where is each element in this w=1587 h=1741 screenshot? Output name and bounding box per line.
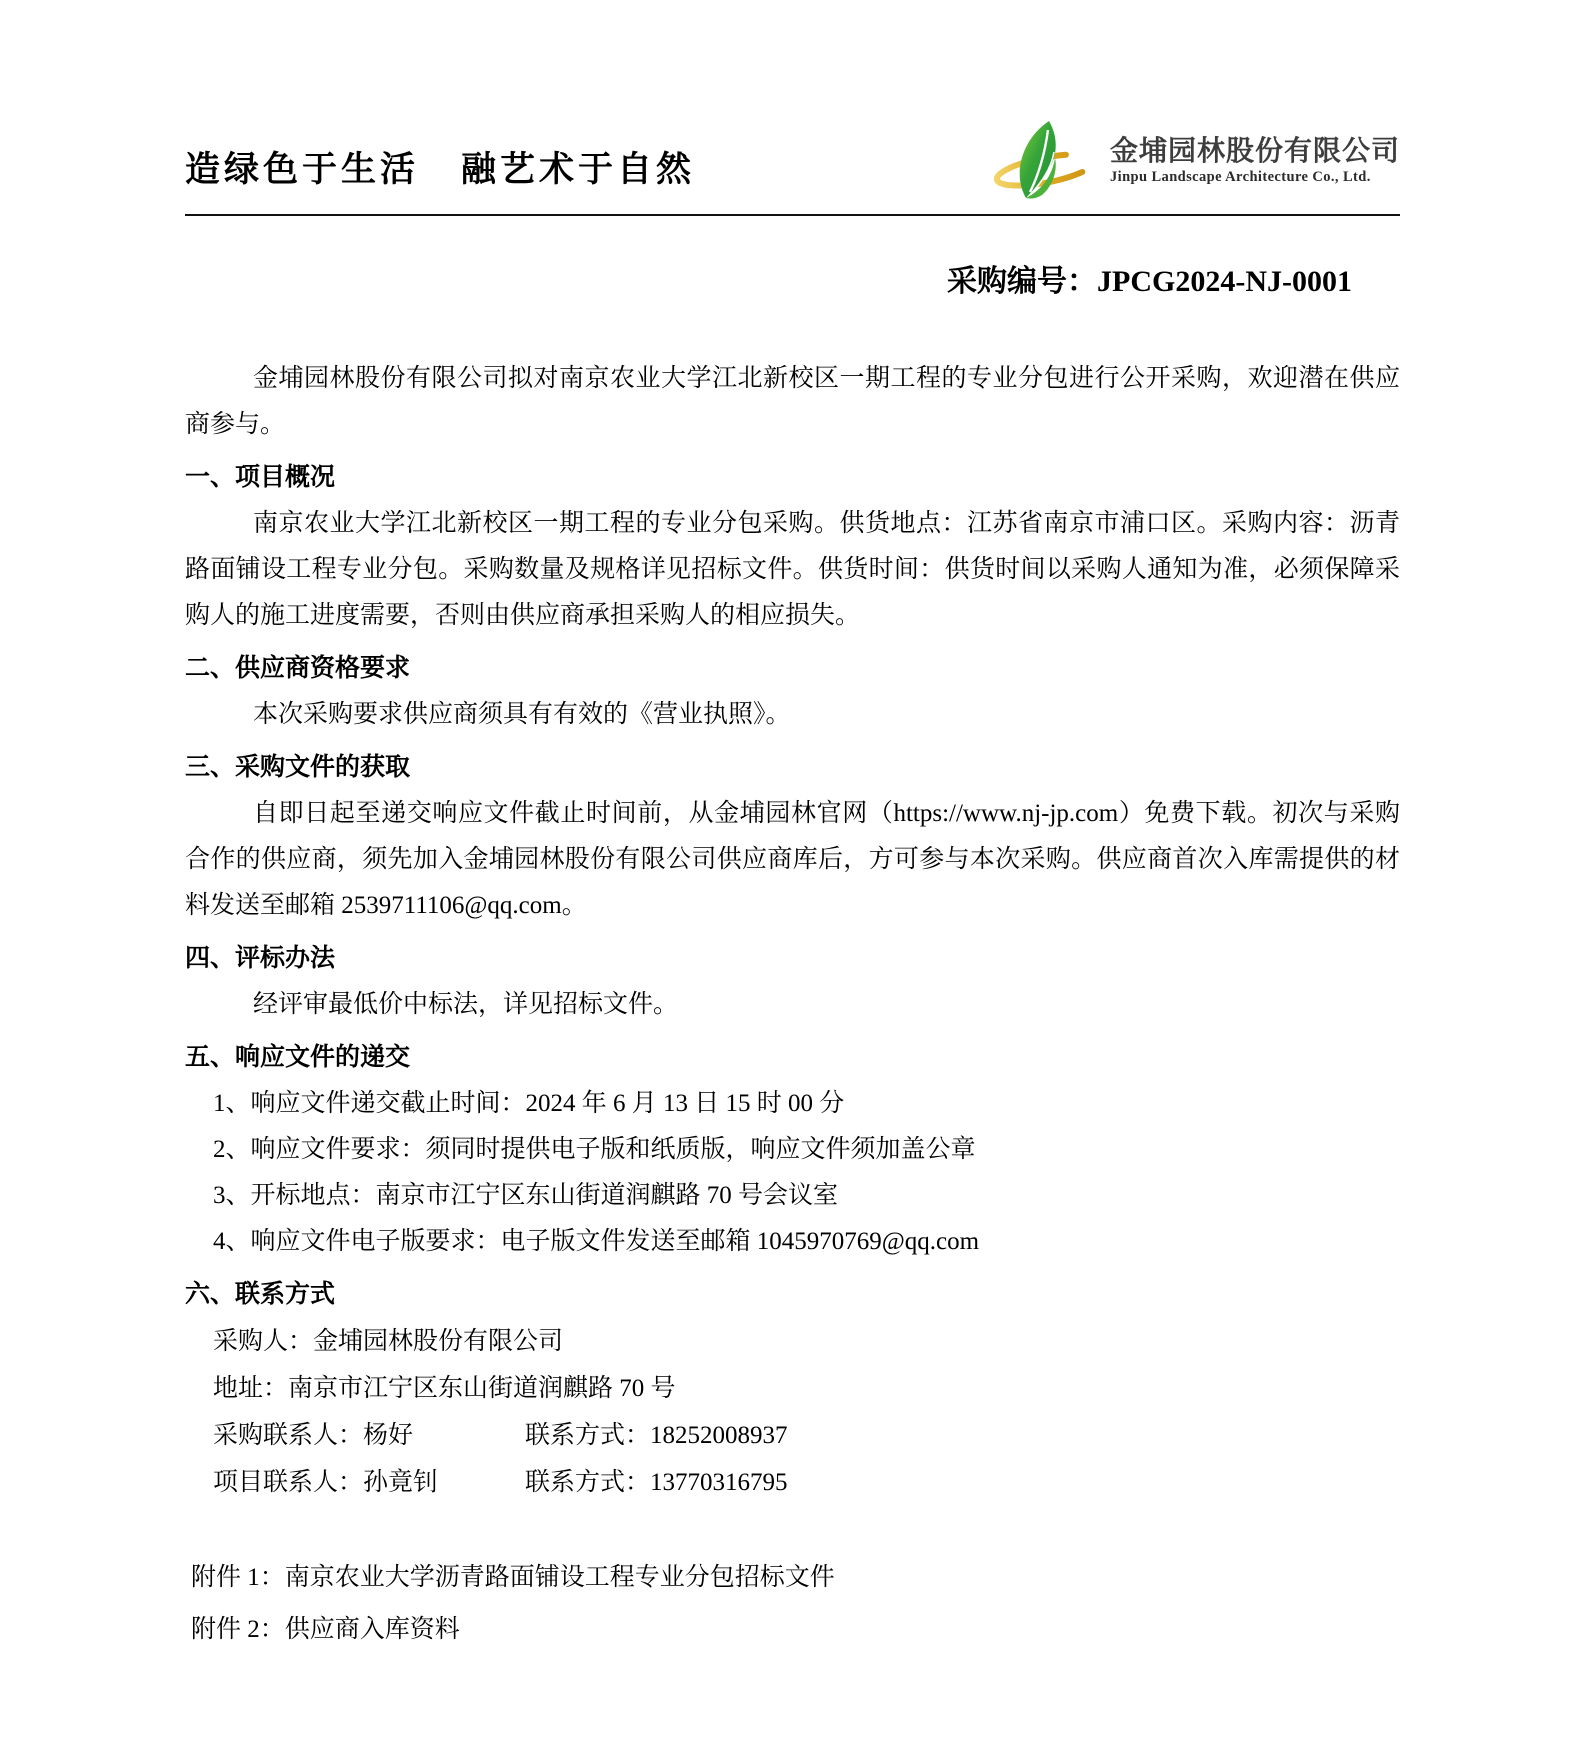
submission-item-requirements: 2、响应文件要求：须同时提供电子版和纸质版，响应文件须加盖公章 [213,1136,976,1163]
contact-purchase-row [185,1412,1400,1459]
company-name-block [1110,135,1400,186]
section-title-supplier-qualification: 二、供应商资格要求 [185,655,411,682]
attachment-1: 附件 1：南京农业大学沥青路面铺设工程专业分包招标文件 [191,1564,835,1591]
attachment-2: 附件 2：供应商入库资料 [191,1616,460,1643]
leaf-swoosh-icon [992,118,1104,202]
company-name-en: Jinpu Landscape Architecture Co., Ltd. [1109,168,1371,185]
contact-purchase-phone: 联系方式：18252008937 [525,1422,788,1449]
slogan [185,142,695,202]
document-body [185,356,1400,1656]
intro-paragraph: 金埔园林股份有限公司拟对南京农业大学江北新校区一期工程的专业分包进行公开采购，欢迎潜在供应商参与。 [185,365,1400,438]
contact-project-name: 项目联系人：孙竟钊 [213,1469,439,1496]
contact-project-phone: 联系方式：13770316795 [525,1469,788,1496]
evaluation-method-paragraph: 经评审最低价中标法，详见招标文件。 [253,991,679,1018]
header-divider [185,214,1400,216]
section-title-contact-info: 六、联系方式 [185,1281,336,1308]
contact-address: 地址：南京市江宁区东山街道润麒路 70 号 [213,1375,676,1402]
document-acquisition-paragraph: 自即日起至递交响应文件截止时间前，从金埔园林官网（https://www.nj-jp.com）免费下载。初次与采购合作的供应商，须先加入金埔园林股份有限公司供应商库后，方可参与本次采购。供应商首次入库需提供的材料发送至邮箱 2539711106@qq.com。 [185,800,1400,919]
company-logo [992,118,1400,202]
submission-item-electronic: 4、响应文件电子版要求：电子版文件发送至邮箱 1045970769@qq.com [213,1228,980,1255]
doc-number: 采购编号：JPCG2024-NJ-0001 [947,265,1352,298]
submission-item-deadline: 1、响应文件递交截止时间：2024 年 6 月 13 日 15 时 00 分 [213,1090,845,1117]
contact-project-row [185,1459,1400,1506]
company-name-cn: 金埔园林股份有限公司 [1109,134,1400,166]
contact-purchase-name: 采购联系人：杨好 [213,1422,414,1449]
slogan-right: 融艺术于自然 [461,150,696,189]
contact-buyer: 采购人：金埔园林股份有限公司 [213,1328,564,1355]
supplier-qualification-paragraph: 本次采购要求供应商须具有有效的《营业执照》。 [253,701,791,728]
section-title-project-overview: 一、项目概况 [185,464,336,491]
section-title-evaluation-method: 四、评标办法 [185,945,336,972]
section-title-response-submission: 五、响应文件的递交 [185,1044,411,1071]
attachments-block [185,1552,1400,1656]
submission-item-location: 3、开标地点：南京市江宁区东山街道润麒路 70 号会议室 [213,1182,839,1209]
slogan-left: 造绿色于生活 [185,150,420,189]
section-title-document-acquisition: 三、采购文件的获取 [185,754,411,781]
page-header [185,118,1400,202]
project-overview-paragraph: 南京农业大学江北新校区一期工程的专业分包采购。供货地点：江苏省南京市浦口区。采购内容：沥青路面铺设工程专业分包。采购数量及规格详见招标文件。供货时间：供货时间以采购人通知为准，必须保障采购人的施工进度需要，否则由供应商承担采购人的相应损失。 [185,510,1400,629]
